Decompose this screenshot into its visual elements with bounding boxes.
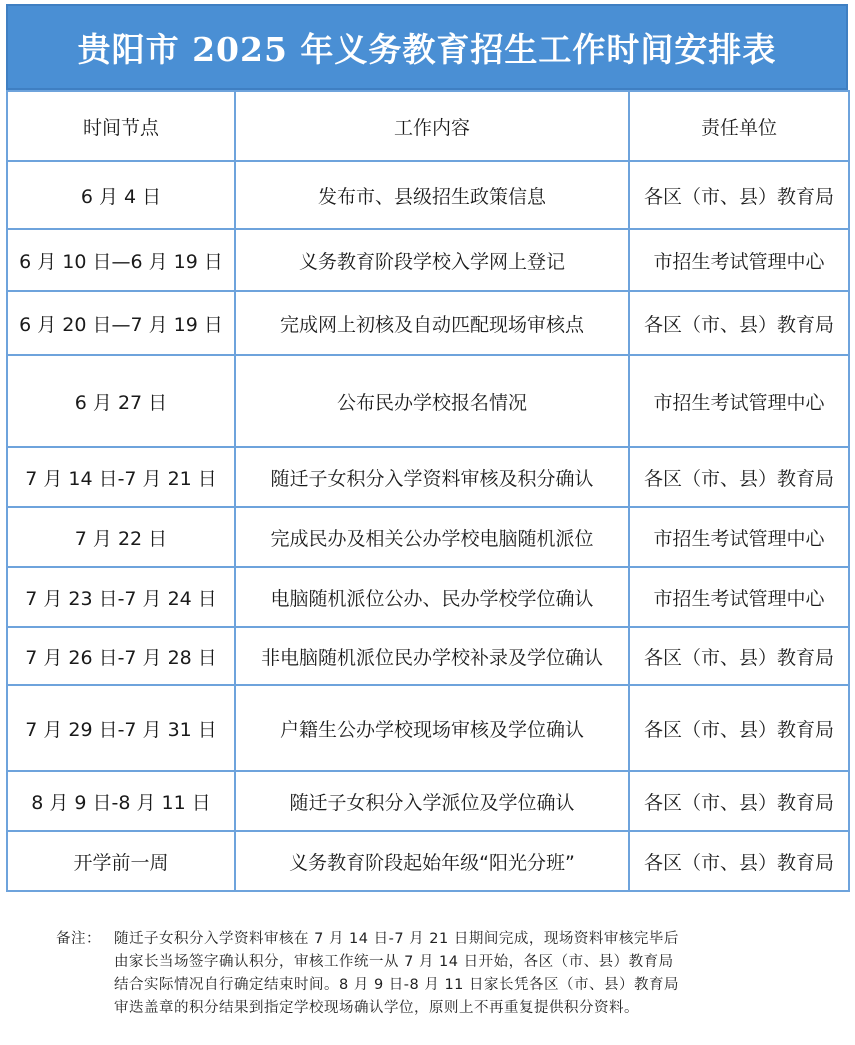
cell-time: 7 月 14 日-7 月 21 日: [7, 447, 235, 507]
remarks: [56, 928, 816, 1020]
table-row: [7, 355, 849, 447]
cell-unit: 市招生考试管理中心: [629, 567, 849, 627]
cell-time: 7 月 22 日: [7, 507, 235, 567]
cell-content: 随迁子女积分入学资料审核及积分确认: [235, 447, 629, 507]
table-header-row: [7, 91, 849, 161]
cell-unit: 市招生考试管理中心: [629, 355, 849, 447]
title-banner: [6, 4, 848, 90]
remarks-line: 随迁子女积分入学资料审核在 7 月 14 日-7 月 21 日期间完成，现场资料审核完毕后: [114, 931, 679, 947]
cell-unit: 市招生考试管理中心: [629, 507, 849, 567]
cell-unit: 市招生考试管理中心: [629, 229, 849, 291]
table-row: [7, 447, 849, 507]
table-row: [7, 771, 849, 831]
cell-time: 7 月 29 日-7 月 31 日: [7, 685, 235, 771]
remarks-line: 结合实际情况自行确定结束时间。8 月 9 日-8 月 11 日家长凭各区（市、县）教育局: [114, 977, 680, 993]
cell-unit: 各区（市、县）教育局: [629, 291, 849, 355]
header-content: 工作内容: [235, 91, 629, 161]
remarks-line: 由家长当场签字确认积分，审核工作统一从 7 月 14 日开始，各区（市、县）教育局: [114, 954, 674, 970]
header-unit: 责任单位: [629, 91, 849, 161]
table-row: [7, 161, 849, 229]
table-row: [7, 567, 849, 627]
schedule-document: [6, 4, 848, 892]
cell-unit: 各区（市、县）教育局: [629, 771, 849, 831]
cell-time: 7 月 26 日-7 月 28 日: [7, 627, 235, 685]
cell-content: 义务教育阶段学校入学网上登记: [235, 229, 629, 291]
table-row: [7, 229, 849, 291]
cell-time: 开学前一周: [7, 831, 235, 891]
page-title: 贵阳市 2025 年义务教育招生工作时间安排表: [77, 29, 777, 69]
table-row: [7, 507, 849, 567]
cell-content: 公布民办学校报名情况: [235, 355, 629, 447]
cell-content: 完成民办及相关公办学校电脑随机派位: [235, 507, 629, 567]
cell-time: 6 月 4 日: [7, 161, 235, 229]
cell-content: 非电脑随机派位民办学校补录及学位确认: [235, 627, 629, 685]
table-row: [7, 291, 849, 355]
cell-unit: 各区（市、县）教育局: [629, 447, 849, 507]
cell-unit: 各区（市、县）教育局: [629, 685, 849, 771]
cell-content: 电脑随机派位公办、民办学校学位确认: [235, 567, 629, 627]
cell-time: 6 月 27 日: [7, 355, 235, 447]
cell-content: 随迁子女积分入学派位及学位确认: [235, 771, 629, 831]
remarks-label: 备注：: [56, 931, 101, 947]
table-row: [7, 685, 849, 771]
cell-unit: 各区（市、县）教育局: [629, 161, 849, 229]
cell-content: 发布市、县级招生政策信息: [235, 161, 629, 229]
cell-unit: 各区（市、县）教育局: [629, 627, 849, 685]
cell-time: 7 月 23 日-7 月 24 日: [7, 567, 235, 627]
cell-content: 完成网上初核及自动匹配现场审核点: [235, 291, 629, 355]
cell-time: 8 月 9 日-8 月 11 日: [7, 771, 235, 831]
remarks-body: [114, 928, 816, 1020]
remarks-line: 审迭盖章的积分结果到指定学校现场确认学位，原则上不再重复提供积分资料。: [114, 1000, 639, 1016]
cell-content: 义务教育阶段起始年级“阳光分班”: [235, 831, 629, 891]
cell-unit: 各区（市、县）教育局: [629, 831, 849, 891]
cell-time: 6 月 10 日—6 月 19 日: [7, 229, 235, 291]
header-time: 时间节点: [7, 91, 235, 161]
cell-content: 户籍生公办学校现场审核及学位确认: [235, 685, 629, 771]
cell-time: 6 月 20 日—7 月 19 日: [7, 291, 235, 355]
schedule-table: [6, 90, 850, 892]
table-row: [7, 627, 849, 685]
table-row: [7, 831, 849, 891]
